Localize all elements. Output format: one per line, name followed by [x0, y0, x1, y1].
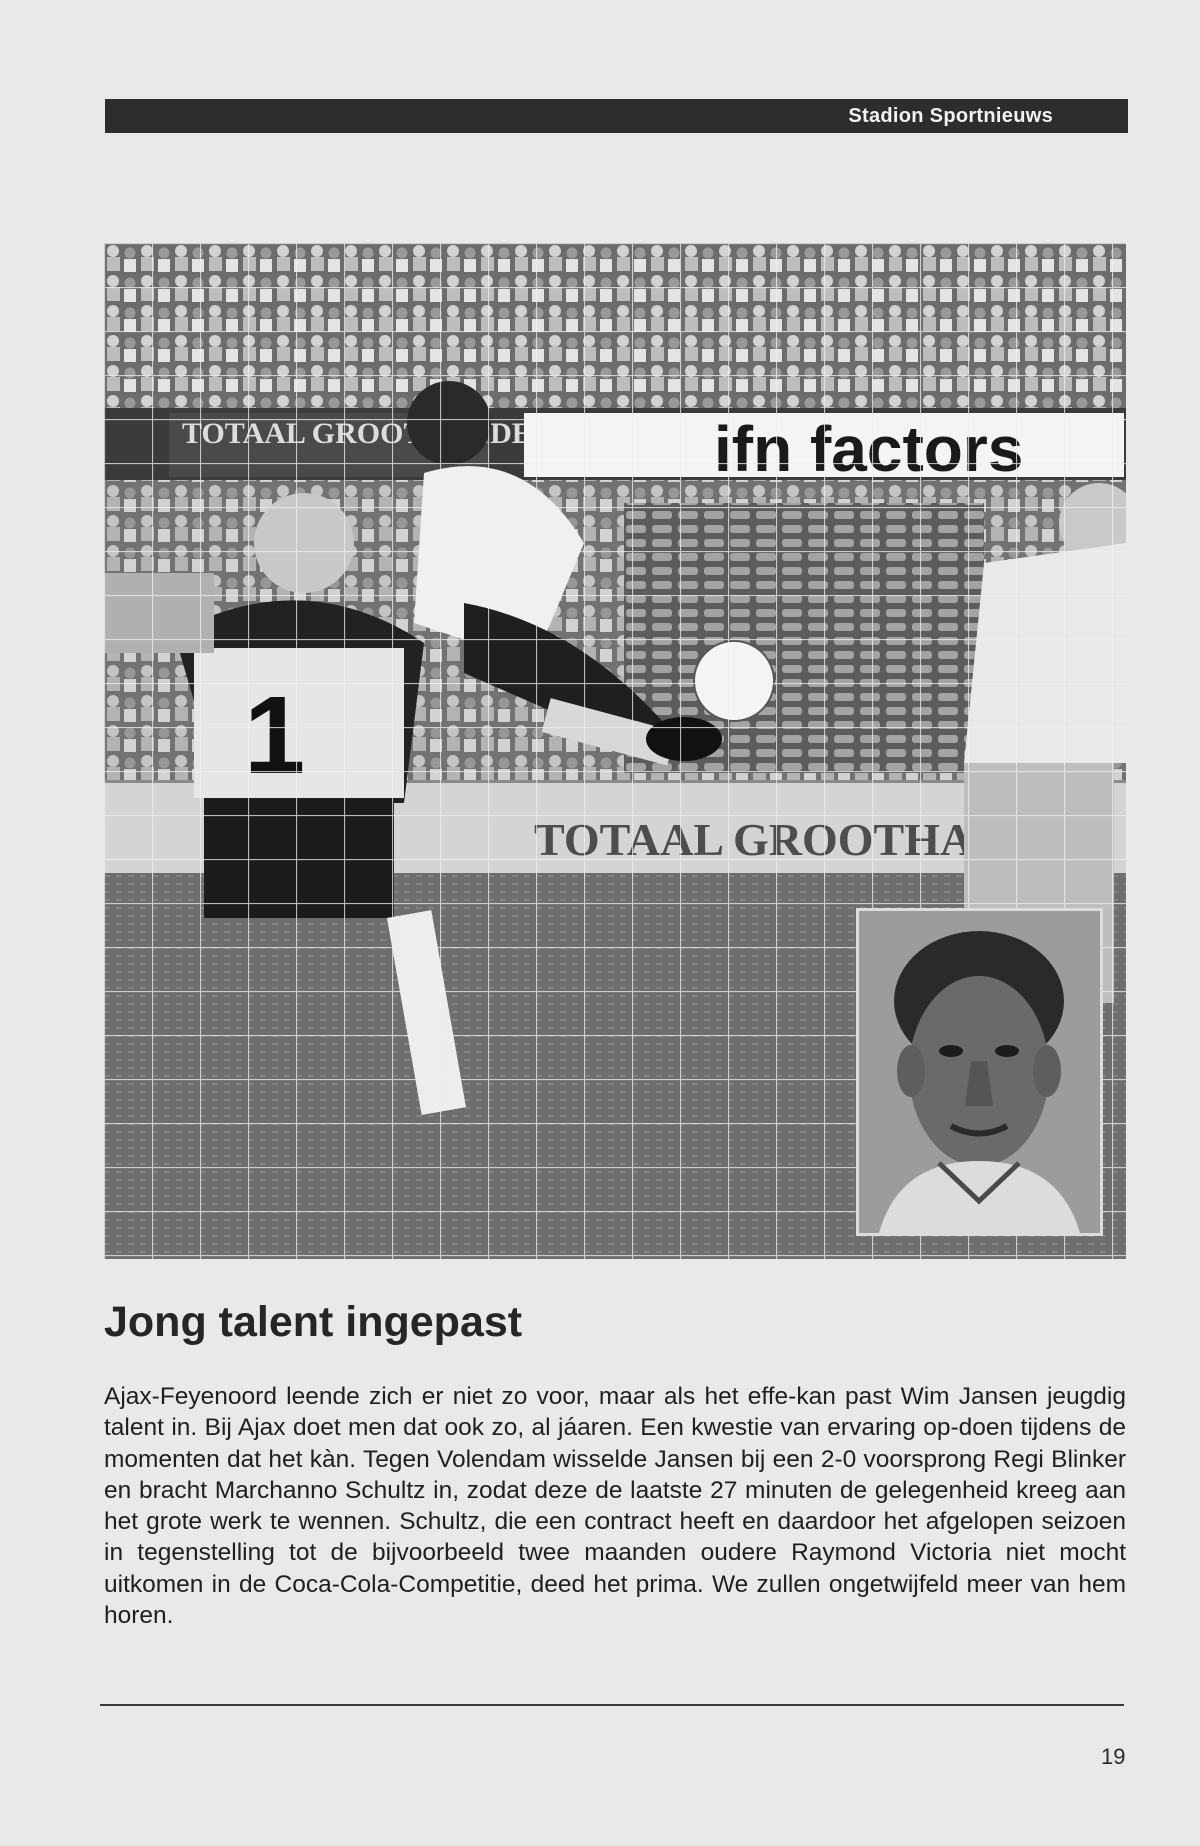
section-header-bar: [105, 99, 1128, 133]
section-label: Stadion Sportnieuws: [848, 105, 1053, 127]
article-body: Ajax-Feyenoord leende zich er niet zo voor, maar als het effe-kan past Wim Jansen jeugdig talent in. Bij Ajax doet men dat ook zo, al jáaren. Een kwestie van ervaring op-doen tijdens de momenten dat het kàn. Tegen Volendam wisselde Jansen bij een 2-0 voorsprong Regi Blinker en bracht Marchanno Schultz in, zodat deze de laatste 27 minuten de gelegenheid kreeg aan het grote werk te wennen. Schultz, die een contract heeft en daardoor het afgelopen seizoen in tegenstelling tot de bijvoorbeeld twee maanden oudere Raymond Victoria niet mocht uitkomen in de Coca-Cola-Competitie, deed het prima. We zullen ongetwijfeld meer van hem horen.: [104, 1383, 1126, 1630]
portrait-photo: [856, 908, 1103, 1236]
page-number: 19: [1101, 1744, 1126, 1769]
footer-rule: [100, 1704, 1124, 1706]
article-headline: Jong talent ingepast: [104, 1298, 523, 1346]
